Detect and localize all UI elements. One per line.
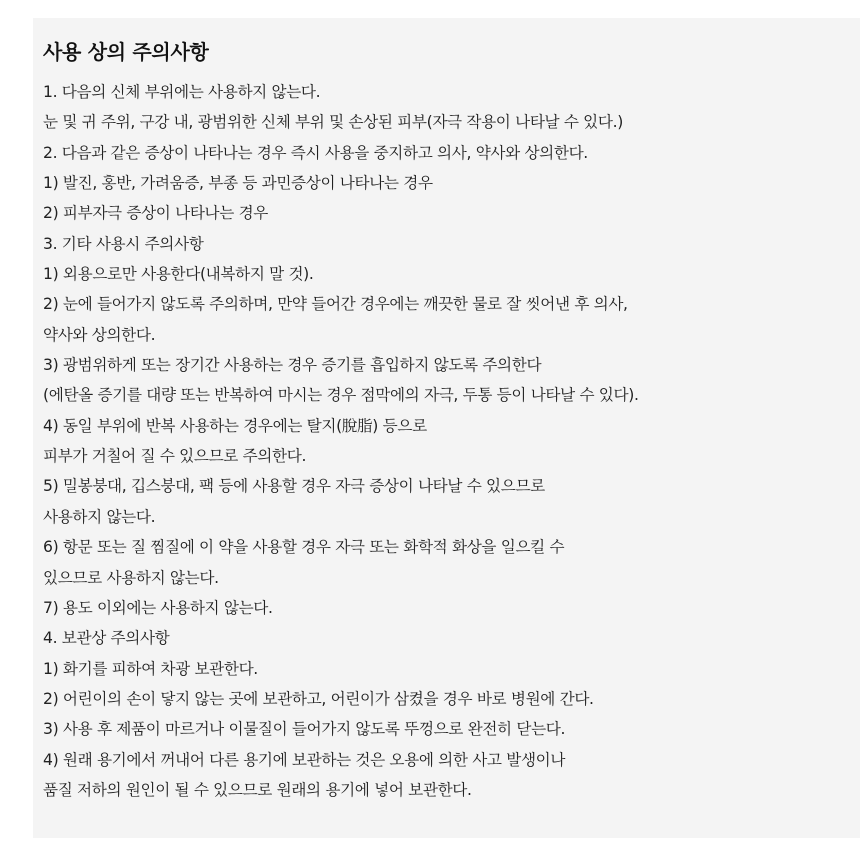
text-line: 7) 용도 이외에는 사용하지 않는다. — [43, 598, 273, 617]
precautions-panel — [33, 18, 860, 838]
text-line: 2) 어린이의 손이 닿지 않는 곳에 보관하고, 어린이가 삼켰을 경우 바로 병원에 간다. — [43, 689, 594, 708]
text-line: 눈 및 귀 주위, 구강 내, 광범위한 신체 부위 및 손상된 피부(자극 작용이 나타날 수 있다.) — [43, 113, 623, 132]
text-line: 3) 사용 후 제품이 마르거나 이물질이 들어가지 않도록 뚜껑으로 완전히 닫는다. — [43, 720, 566, 739]
text-line: 피부가 거칠어 질 수 있으므로 주의한다. — [43, 447, 307, 466]
text-line: 4) 동일 부위에 반복 사용하는 경우에는 탈지(脫脂) 등으로 — [43, 416, 427, 435]
text-line: 5) 밀봉붕대, 깁스붕대, 팩 등에 사용할 경우 자극 증상이 나타날 수 있으므로 — [43, 477, 545, 496]
text-line: 6) 항문 또는 질 찜질에 이 약을 사용할 경우 자극 또는 화학적 화상을 일으킬 수 — [43, 538, 565, 557]
text-line: 4. 보관상 주의사항 — [43, 629, 170, 648]
text-line: 2) 눈에 들어가지 않도록 주의하며, 만약 들어간 경우에는 깨끗한 물로 잘 씻어낸 후 의사, — [43, 295, 628, 314]
text-line: 사용하지 않는다. — [43, 507, 156, 526]
text-line: 3) 광범위하게 또는 장기간 사용하는 경우 증기를 흡입하지 않도록 주의한다 — [43, 356, 542, 375]
text-line: 3. 기타 사용시 주의사항 — [43, 234, 204, 253]
text-line: 1. 다음의 신체 부위에는 사용하지 않는다. — [43, 83, 321, 101]
text-line: 4) 원래 용기에서 꺼내어 다른 용기에 보관하는 것은 오용에 의한 사고 발생이나 — [43, 750, 566, 769]
text-line: 1) 화기를 피하여 차광 보관한다. — [43, 659, 258, 678]
text-line: 2) 피부자극 증상이 나타나는 경우 — [43, 204, 269, 223]
text-line: 품질 저하의 원인이 될 수 있으므로 원래의 용기에 넣어 보관한다. — [43, 780, 472, 799]
text-line: (에탄올 증기를 대량 또는 반복하여 마시는 경우 점막에의 자극, 두통 등이 나타날 수 있다). — [43, 386, 639, 405]
text-line: 2. 다음과 같은 증상이 나타나는 경우 즉시 사용을 중지하고 의사, 약사와 상의한다. — [43, 143, 588, 162]
precautions-text — [43, 77, 860, 805]
text-line: 1) 외용으로만 사용한다(내복하지 말 것). — [43, 265, 314, 284]
text-line: 1) 발진, 홍반, 가려움증, 부종 등 과민증상이 나타나는 경우 — [43, 174, 433, 193]
text-line: 있으므로 사용하지 않는다. — [43, 568, 219, 587]
text-line: 약사와 상의한다. — [43, 325, 156, 344]
section-title: 사용 상의 주의사항 — [43, 40, 209, 64]
